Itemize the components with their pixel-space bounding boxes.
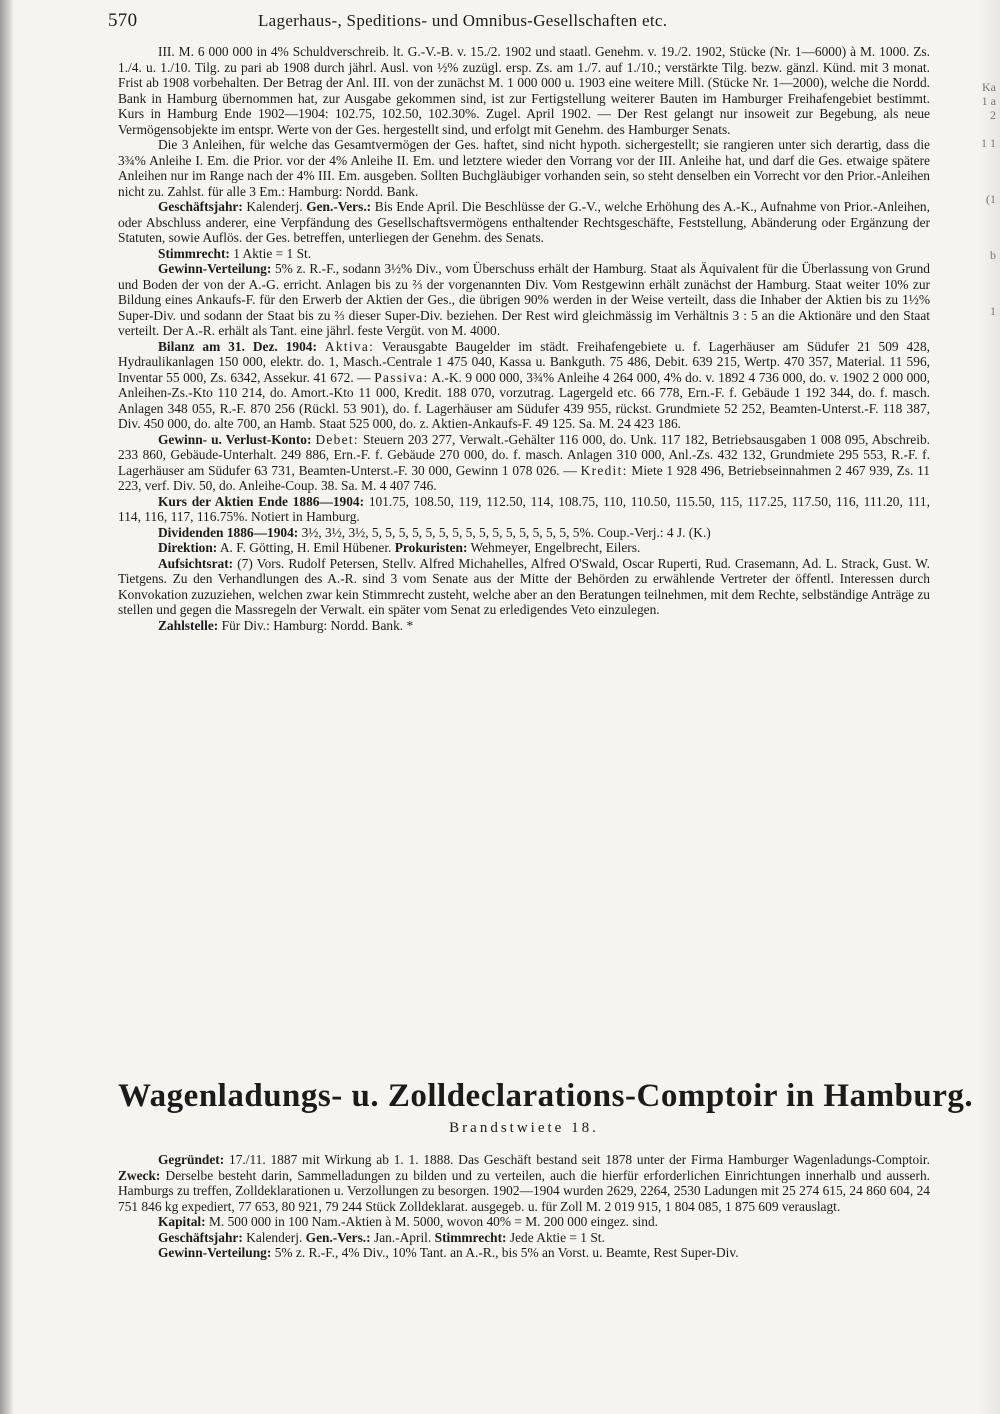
label-debet: Debet: [315, 431, 359, 447]
margin-fragment: (1 [986, 192, 996, 206]
paragraph-direktion: Direktion: A. F. Götting, H. Emil Hübener. Prokuristen: Wehmeyer, Engelbrecht, Eilers. [158, 540, 641, 555]
section-wagenladungs [118, 1152, 930, 1261]
label-gewinn-verteilung: Gewinn-Verteilung: [158, 261, 272, 276]
label-zahlstelle: Zahlstelle: [158, 617, 219, 633]
label-prokuristen: Prokuristen: [394, 540, 468, 555]
label-kapital: Kapital: [158, 1214, 206, 1229]
paragraph-bilanz: Bilanz am 31. Dez. 1904: Aktiva: Verausgabte Baugelder im städt. Freihafengebiete u. f. Lagerhäuser am Südufer 21 509 428, Hydraulikanlagen 150 000, elektr. do. 1, Masch.-Centrale 1 475 040, Kassa u. Bankguth. 75 486, Debit. 639 215, Wertp. 470 357, Material. 11 596, Inventar 55 000, Zs. 6342, Assekur. 41 672. — Passiva: A.-K. 9 000 000, 3¾% Anleihe 4 264 000, 4% do. v. 1892 4 736 000, do. v. 1902 2 000 000, Anleihen-Zs.-Kto 110 214, do. Amort.-Kto 11 000, Kredit. 188 070, vorzutrag. Lagergeld etc. 66 778, Ern.-F. f. Gebäude 1 192 344, do. f. masch. Anlagen 348 055, R.-F. 870 256 (Rückl. 53 901), do. f. Lagerhäuser am Südufer 439 955, rückst. Grundmiete 52 252, Beamten-Unterst.-F. 118 387, Div. 450 000, do. alte 700, an Hamb. Staat 525 000, do. z. Aktien-Ankaufs-F. 49 125. Sa. M. 24 423 186. [118, 338, 930, 431]
margin-fragment [980, 178, 996, 192]
paragraph-gewinn-verteilung: Gewinn-Verteilung: 5% z. R.-F., sodann 3½% Div., vom Überschuss erhält der Hamburg. Staat als Äquivalent für die Überlassung von Grund und Boden der von der A.-G. erricht. Anlagen bis zu ⅔ der vorgenannten Div. Vom Restgewinn erhält zunächst der Hamburg. Staat weiter 10% zur Bildung eines Ankaufs-F. für den Erwerb der Aktien der Ges., die übrigen 90% werden in der Weise verteilt, dass die Inhaber der Aktien bis zu 1½% Super-Div. und sodann der Staat bis zu ⅔ dieser Super-Div. beziehen. Der Rest wird gleichmässig im Verhältnis 3 : 5 an die Aktionäre und den Staat verteilt. Der A.-R. erhält als Tant. eine jährl. feste Vergüt. von M. 4000. [118, 261, 930, 338]
label-stimmrecht: Stimmrecht: [158, 245, 230, 261]
section-lagerhaus-continued [118, 44, 930, 633]
label-gewinn-verteilung-2: Gewinn-Verteilung: [158, 1245, 272, 1260]
label-zweck: Zweck: [118, 1167, 161, 1183]
binding-gutter [0, 0, 14, 1414]
paragraph-anleihen-rang: Die 3 Anleihen, für welche das Gesamtvermögen der Ges. haftet, sind nicht hypoth. sichergestellt; sie rangieren unter sich derartig, dass die 3¾% Anleihe I. Em. die Prior. vor der 4% Anleihe II. Em. und letztere wieder den Vorrang vor der III. Anleihe hat, und darf die Ges. etwaige spätere Anleihen nur im Range nach der 4% III. Em. ausgeben. Sollten Buchgläubiger vorhanden sein, so steht denselben ein Vorrecht vor den Prior.-Anleihen nicht zu. Zahlst. für alle 3 Em.: Hamburg: Nordd. Bank. [118, 137, 930, 199]
label-gewinn-verlust: Gewinn- u. Verlust-Konto: [158, 431, 312, 447]
margin-fragment: Ka [982, 80, 996, 94]
paragraph-kurs: Kurs der Aktien Ende 1886—1904: 101.75, 108.50, 119, 112.50, 114, 108.75, 110, 110.50, 115.50, 115, 117.25, 117.50, 116, 111.20, 111, 114, 116, 117, 116.75%. Notiert in Hamburg. [118, 493, 930, 524]
margin-bleed-text [980, 80, 996, 318]
paragraph-kapital: Kapital: M. 500 000 in 100 Nam.-Aktien à M. 5000, wovon 40% = M. 200 000 eingez. sind. [158, 1214, 659, 1229]
margin-fragment [980, 220, 996, 234]
paragraph-stimmrecht: Stimmrecht: 1 Aktie = 1 St. [158, 245, 312, 261]
label-aufsichtsrat: Aufsichtsrat: [158, 555, 234, 571]
margin-fragment [980, 164, 996, 178]
label-gen-vers-2: Gen.-Vers.: [305, 1229, 371, 1245]
label-geschaeftsjahr-2: Geschäftsjahr: [158, 1229, 243, 1245]
paragraph-zahlstelle: Zahlstelle: Für Div.: Hamburg: Nordd. Bank. * [158, 617, 414, 633]
label-passiva: Passiva: [374, 369, 429, 385]
label-gen-vers: Gen.-Vers.: [306, 199, 372, 214]
margin-fragment [980, 262, 996, 276]
margin-fragment: 1 1 [981, 136, 996, 150]
margin-fragment: 1 [990, 304, 996, 318]
page-number: 570 [108, 10, 138, 31]
paragraph-gegruendet: Gegründet: 17./11. 1887 mit Wirkung ab 1. 1. 1888. Das Geschäft bestand seit 1878 unter der Firma Hamburger Wagenladungs-Comptoir. Zweck: Derselbe besteht darin, Sammelladungen zu bilden und zu verteilen, auch die hierfür erforderlichen Einrichtungen innerhalb und ausserh. Hamburgs zu treffen, Zolldeklarationen u. Verzollungen zu besorgen. 1902—1904 wurden 2629, 2264, 2530 Ladungen mit 25 274 615, 24 860 604, 24 751 846 kg expediert, 77 653, 80 921, 79 244 Stück Zolldeklarat. ausgegeb. u. für Zoll M. 2 019 915, 1 804 085, 1 875 609 verauslagt. [118, 1152, 930, 1214]
margin-fragment [980, 150, 996, 164]
paragraph-aufsichtsrat: Aufsichtsrat: (7) Vors. Rudolf Petersen, Stellv. Alfred Michahelles, Alfred O'Swald, Oscar Ruperti, Rud. Crasemann, Ad. L. Strack, Gust. W. Tietgens. Zu den Verhandlungen des A.-R. sind 3 vom Senate aus der Mitte der Behörden zu erwählende Vertreter der öffentl. Interessen durch Konvokation zuzuziehen, welchen zwar kein Stimmrecht zusteht, welche aber an den Beratungen teilnehmen, mit dem Rechte, selbständige Anträge zu stellen und gegen die Massregeln der Verwalt. ein später vom Senat zu erledigendes Veto einzulegen. [118, 555, 930, 617]
company-address: Brandstwiete 18. [449, 1120, 599, 1136]
running-title: Lagerhaus-, Speditions- und Omnibus-Gesellschaften etc. [258, 11, 668, 30]
label-kurs: Kurs der Aktien Ende 1886—1904: [158, 493, 365, 509]
label-stimmrecht-2: Stimmrecht: [434, 1229, 507, 1245]
margin-fragment: 1 a [981, 94, 996, 108]
paragraph-gewinn-verlust: Gewinn- u. Verlust-Konto: Debet: Steuern 203 277, Verwalt.-Gehälter 116 000, do. Unk. 117 182, Betriebsausgaben 1 008 095, Abschreib. 233 860, Gebäude-Unterhalt. 249 886, Ern.-F. f. Gebäude 270 000, do. f. masch. Anlagen 310 000, Anl.-Zs. 432 132, Grundmiete 295 553, R.-F. f. Lagerhäuser am Südufer 63 731, Beamten-Unterst.-F. 30 000, Gewinn 1 078 026. — Kredit: Miete 1 928 496, Betriebseinnahmen 2 467 939, Zs. 11 223, verf. Div. 50, do. Anleihe-Coup. 38. Sa. M. 4 407 746. [118, 431, 930, 493]
paragraph-gewinn-verteilung-2: Gewinn-Verteilung: 5% z. R.-F., 4% Div., 10% Tant. an A.-R., bis 5% an Vorst. u. Beamte, Rest Super-Div. [158, 1245, 739, 1260]
page-header [108, 10, 868, 36]
margin-fragment [980, 122, 996, 136]
margin-fragment [980, 234, 996, 248]
label-geschaeftsjahr: Geschäftsjahr: [158, 199, 243, 214]
label-bilanz: Bilanz am 31. Dez. 1904: [158, 338, 317, 354]
margin-fragment [980, 290, 996, 304]
label-aktiva: Aktiva: [324, 338, 375, 354]
label-gegruendet: Gegründet: [158, 1152, 225, 1167]
label-kredit: Kredit: [580, 462, 628, 478]
paragraph-geschaeftsjahr: Geschäftsjahr: Kalenderj. Gen.-Vers.: Bis Ende April. Die Beschlüsse der G.-V., welche Erhöhung des A.-K., Aufnahme von Prior.-Anleihen, oder Abschluss anderer, eine Verpfändung des Gesellschaftsvermögens enthaltender Rechtsgeschäfte, Feststellung, Abänderung oder Ergänzung der Statuten, sowie Auflös. der Ges. betreffen, unterliegen der Genehm. des Senats. [118, 199, 930, 245]
label-direktion: Direktion: [158, 540, 218, 555]
paragraph-geschaeftsjahr-2: Geschäftsjahr: Kalenderj. Gen.-Vers.: Jan.-April. Stimmrecht: Jede Aktie = 1 St. [158, 1229, 605, 1245]
company-title: Wagenladungs- u. Zolldeclarations-Comptoir in Hamburg. [118, 1078, 974, 1114]
margin-fragment: 2 [990, 108, 996, 122]
paragraph-dividenden: Dividenden 1886—1904: 3½, 3½, 3½, 5, 5, 5, 5, 5, 5, 5, 5, 5, 5, 5, 5, 5, 5, 5, 5%. Coup.-Verj.: 4 J. (K.) [158, 524, 711, 540]
margin-fragment: b [990, 248, 996, 262]
paragraph-anleihe-iii: III. M. 6 000 000 in 4% Schuldverschreib. lt. G.-V.-B. v. 15./2. 1902 und staatl. Genehm. v. 19./2. 1902, Stücke (Nr. 1—6000) à M. 1000. Zs. 1./4. u. 1./10. Tilg. zu pari ab 1908 durch jährl. Ausl. von ½% zuzügl. ersp. Zs. am 1./7. auf 1./10.; verstärkte Tilg. bezw. gänzl. Künd. mit 3 monat. Frist ab 1908 vorbehalten. Der Betrag der Anl. III. von der zunächst M. 1 000 000 u. 1903 eine weitere Mill. (Stücke Nr. 1—2000), welche die Nordd. Bank in Hamburg übernommen hat, zur Ausgabe gekommen sind, ist zur Fertigstellung weiterer Bauten im Hamburger Freihafengebiet bestimmt. Kurs in Hamburg Ende 1902—1904: 102.75, 102.50, 102.30%. Zugel. April 1902. — Der Rest gelangt nur insoweit zur Begebung, als neue Vermögensobjekte im entspr. Werte von der Ges. hergestellt sind, und erfolgt mit Genehm. des Hamburger Senats. [118, 44, 930, 137]
margin-fragment [980, 206, 996, 220]
label-dividenden: Dividenden 1886—1904: [158, 524, 299, 540]
margin-fragment [980, 276, 996, 290]
